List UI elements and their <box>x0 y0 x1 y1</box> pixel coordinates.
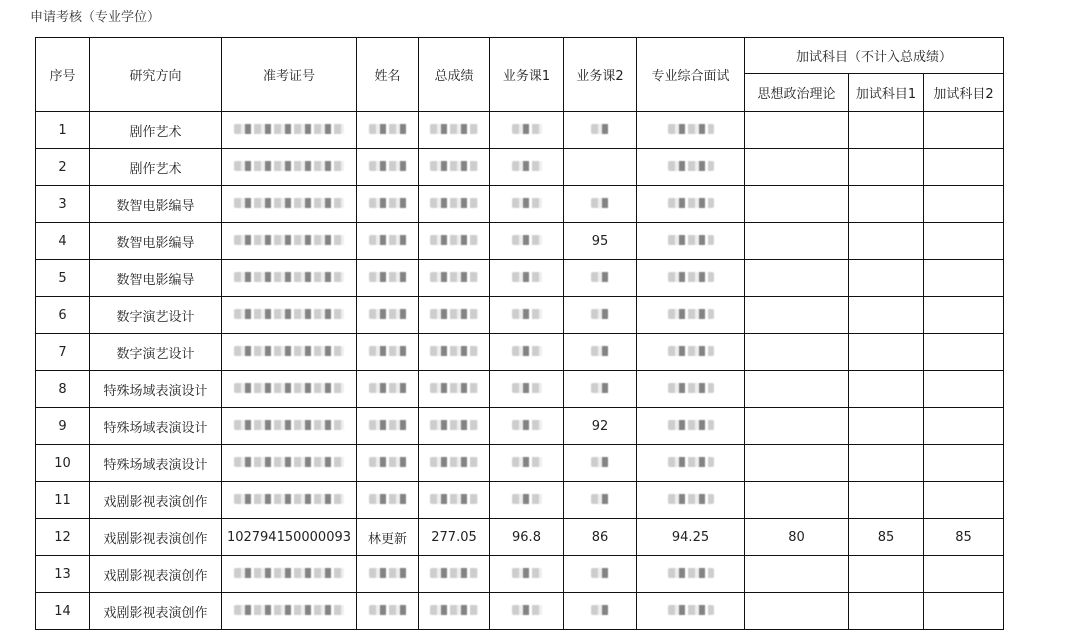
cell-name <box>357 519 419 556</box>
cell-total <box>419 186 490 223</box>
cell-politics <box>745 260 849 297</box>
cell-extra2 <box>924 334 1004 371</box>
cell-total <box>419 593 490 630</box>
header-name: 姓名 <box>357 38 419 112</box>
redacted-mask <box>591 198 609 208</box>
cell-politics <box>745 149 849 186</box>
cell-course1 <box>490 556 564 593</box>
cell-extra2 <box>924 112 1004 149</box>
cell-extra1 <box>849 260 924 297</box>
cell-extra1 <box>849 223 924 260</box>
cell-ticket <box>222 334 357 371</box>
redacted-mask <box>430 272 478 282</box>
redacted-mask <box>668 198 714 208</box>
redacted-mask <box>430 161 478 171</box>
cell-seq <box>36 186 90 223</box>
cell-course2 <box>564 112 637 149</box>
cell-direction-value: 戏剧影视表演创作 <box>103 494 208 510</box>
cell-politics <box>745 408 849 445</box>
redacted-mask <box>369 198 407 208</box>
cell-ticket <box>222 112 357 149</box>
cell-seq <box>36 260 90 297</box>
cell-course2 <box>564 482 637 519</box>
redacted-mask <box>668 272 714 282</box>
cell-politics <box>745 519 849 556</box>
redacted-mask <box>369 457 407 467</box>
cell-course1 <box>490 112 564 149</box>
cell-seq <box>36 334 90 371</box>
cell-extra1-value: 85 <box>877 529 895 545</box>
cell-seq-value: 4 <box>58 233 67 249</box>
header-extra1: 加试科目1 <box>849 74 924 112</box>
cell-direction <box>90 408 222 445</box>
redacted-mask <box>430 494 478 504</box>
redacted-mask <box>369 605 407 615</box>
cell-interview <box>637 593 745 630</box>
redacted-mask <box>234 457 344 467</box>
redacted-mask <box>369 235 407 245</box>
redacted-mask <box>668 124 714 134</box>
redacted-mask <box>369 161 407 171</box>
cell-direction <box>90 482 222 519</box>
redacted-mask <box>591 494 609 504</box>
cell-course2 <box>564 593 637 630</box>
cell-name <box>357 112 419 149</box>
redacted-mask <box>234 494 344 504</box>
redacted-mask <box>668 309 714 319</box>
redacted-mask <box>369 309 407 319</box>
cell-seq-value: 11 <box>54 492 71 508</box>
header-extra2: 加试科目2 <box>924 74 1004 112</box>
cell-direction-value: 戏剧影视表演创作 <box>103 568 208 584</box>
cell-direction <box>90 297 222 334</box>
cell-extra1 <box>849 445 924 482</box>
redacted-mask <box>430 605 478 615</box>
cell-seq-value: 5 <box>58 270 67 286</box>
redacted-mask <box>234 235 344 245</box>
cell-interview <box>637 260 745 297</box>
cell-seq-value: 8 <box>58 381 67 397</box>
cell-course1 <box>490 371 564 408</box>
redacted-mask <box>591 383 609 393</box>
cell-total <box>419 482 490 519</box>
cell-direction <box>90 186 222 223</box>
redacted-mask <box>369 568 407 578</box>
table-row <box>36 149 1004 186</box>
cell-extra2 <box>924 260 1004 297</box>
redacted-mask <box>591 309 609 319</box>
cell-politics <box>745 445 849 482</box>
redacted-mask <box>591 568 609 578</box>
cell-name <box>357 593 419 630</box>
cell-extra1 <box>849 149 924 186</box>
cell-course2 <box>564 149 637 186</box>
cell-seq <box>36 556 90 593</box>
cell-extra2 <box>924 223 1004 260</box>
cell-seq-value: 14 <box>54 603 71 619</box>
cell-name <box>357 260 419 297</box>
redacted-mask <box>668 383 714 393</box>
cell-course1 <box>490 445 564 482</box>
cell-total <box>419 149 490 186</box>
cell-extra2 <box>924 186 1004 223</box>
table-row <box>36 408 1004 445</box>
cell-course2 <box>564 371 637 408</box>
cell-ticket <box>222 482 357 519</box>
cell-interview-value: 94.25 <box>671 529 710 545</box>
redacted-mask <box>512 420 542 430</box>
table-row <box>36 371 1004 408</box>
cell-name-value: 林更新 <box>367 531 407 547</box>
cell-course2-value: 86 <box>591 529 609 545</box>
cell-seq <box>36 297 90 334</box>
cell-ticket-value: 102794150000093 <box>226 529 352 545</box>
redacted-mask <box>668 161 714 171</box>
table-row <box>36 556 1004 593</box>
cell-course1 <box>490 149 564 186</box>
redacted-mask <box>430 420 478 430</box>
cell-extra1 <box>849 297 924 334</box>
cell-course1 <box>490 297 564 334</box>
cell-ticket <box>222 260 357 297</box>
cell-ticket <box>222 371 357 408</box>
redacted-mask <box>512 457 542 467</box>
cell-direction <box>90 112 222 149</box>
cell-course2 <box>564 445 637 482</box>
cell-politics <box>745 223 849 260</box>
redacted-mask <box>668 457 714 467</box>
cell-extra1 <box>849 519 924 556</box>
cell-direction <box>90 223 222 260</box>
cell-name <box>357 371 419 408</box>
cell-name <box>357 408 419 445</box>
redacted-mask <box>512 494 542 504</box>
header-direction: 研究方向 <box>90 38 222 112</box>
redacted-mask <box>512 605 542 615</box>
cell-interview <box>637 445 745 482</box>
cell-extra2 <box>924 593 1004 630</box>
cell-total <box>419 371 490 408</box>
redacted-mask <box>512 383 542 393</box>
cell-extra1 <box>849 408 924 445</box>
cell-direction <box>90 260 222 297</box>
cell-total <box>419 297 490 334</box>
cell-interview <box>637 408 745 445</box>
redacted-mask <box>369 124 407 134</box>
table-row <box>36 112 1004 149</box>
cell-total <box>419 519 490 556</box>
cell-course1 <box>490 186 564 223</box>
cell-course2 <box>564 186 637 223</box>
header-course1: 业务课1 <box>490 38 564 112</box>
cell-interview <box>637 556 745 593</box>
table-row <box>36 186 1004 223</box>
cell-politics <box>745 186 849 223</box>
cell-seq <box>36 519 90 556</box>
cell-politics <box>745 593 849 630</box>
cell-politics <box>745 334 849 371</box>
cell-course1-value: 96.8 <box>512 529 541 545</box>
cell-course1 <box>490 593 564 630</box>
cell-extra2 <box>924 519 1004 556</box>
redacted-mask <box>668 568 714 578</box>
header-politics: 思想政治理论 <box>745 74 849 112</box>
cell-course1 <box>490 223 564 260</box>
cell-course2 <box>564 260 637 297</box>
redacted-mask <box>591 272 609 282</box>
cell-name <box>357 334 419 371</box>
cell-ticket <box>222 149 357 186</box>
redacted-mask <box>512 346 542 356</box>
cell-name <box>357 445 419 482</box>
redacted-mask <box>668 346 714 356</box>
cell-ticket <box>222 297 357 334</box>
cell-direction <box>90 149 222 186</box>
cell-name <box>357 297 419 334</box>
redacted-mask <box>369 420 407 430</box>
cell-seq-value: 2 <box>58 159 67 175</box>
cell-seq-value: 3 <box>58 196 67 212</box>
header-extra-group: 加试科目（不计入总成绩） <box>745 38 1004 74</box>
cell-extra2 <box>924 297 1004 334</box>
cell-extra2 <box>924 482 1004 519</box>
cell-extra2 <box>924 371 1004 408</box>
cell-seq <box>36 223 90 260</box>
redacted-mask <box>234 605 344 615</box>
cell-seq-value: 9 <box>58 418 67 434</box>
cell-direction-value: 数字演艺设计 <box>116 309 195 325</box>
cell-direction-value: 戏剧影视表演创作 <box>103 605 208 621</box>
redacted-mask <box>430 198 478 208</box>
redacted-mask <box>430 124 478 134</box>
cell-ticket <box>222 408 357 445</box>
redacted-mask <box>591 457 609 467</box>
cell-politics <box>745 112 849 149</box>
table-row <box>36 445 1004 482</box>
table-row <box>36 593 1004 630</box>
cell-direction-value: 数智电影编导 <box>116 272 195 288</box>
cell-direction <box>90 593 222 630</box>
redacted-mask <box>234 383 344 393</box>
cell-extra1 <box>849 371 924 408</box>
cell-ticket <box>222 519 357 556</box>
redacted-mask <box>430 309 478 319</box>
header-ticket: 准考证号 <box>222 38 357 112</box>
redacted-mask <box>512 568 542 578</box>
header-interview: 专业综合面试 <box>637 38 745 112</box>
cell-extra1 <box>849 556 924 593</box>
cell-direction <box>90 445 222 482</box>
table-row <box>36 223 1004 260</box>
redacted-mask <box>234 272 344 282</box>
cell-seq <box>36 149 90 186</box>
page-title: 申请考核（专业学位） <box>30 10 161 25</box>
cell-direction <box>90 334 222 371</box>
cell-course1 <box>490 519 564 556</box>
cell-direction-value: 戏剧影视表演创作 <box>103 531 208 547</box>
cell-seq <box>36 408 90 445</box>
cell-seq-value: 10 <box>54 455 71 471</box>
redacted-mask <box>234 309 344 319</box>
cell-course2 <box>564 223 637 260</box>
cell-total <box>419 556 490 593</box>
cell-politics <box>745 371 849 408</box>
redacted-mask <box>512 124 542 134</box>
cell-direction-value: 特殊场域表演设计 <box>103 420 208 436</box>
cell-direction <box>90 519 222 556</box>
cell-ticket <box>222 445 357 482</box>
cell-name <box>357 186 419 223</box>
redacted-mask <box>234 161 344 171</box>
cell-extra2 <box>924 556 1004 593</box>
cell-direction <box>90 371 222 408</box>
redacted-mask <box>430 568 478 578</box>
cell-extra1 <box>849 482 924 519</box>
cell-course2 <box>564 334 637 371</box>
cell-name <box>357 149 419 186</box>
cell-interview <box>637 297 745 334</box>
cell-total <box>419 223 490 260</box>
redacted-mask <box>369 383 407 393</box>
cell-course2-value: 92 <box>591 418 609 434</box>
redacted-mask <box>369 494 407 504</box>
cell-extra1 <box>849 112 924 149</box>
cell-total <box>419 445 490 482</box>
cell-direction-value: 数智电影编导 <box>116 198 195 214</box>
redacted-mask <box>512 235 542 245</box>
cell-seq-value: 1 <box>58 122 67 138</box>
header-seq: 序号 <box>36 38 90 112</box>
cell-seq-value: 7 <box>58 344 67 360</box>
cell-total <box>419 334 490 371</box>
cell-direction-value: 剧作艺术 <box>129 124 182 140</box>
cell-direction-value: 数智电影编导 <box>116 235 195 251</box>
cell-politics-value: 80 <box>788 529 805 545</box>
cell-seq <box>36 593 90 630</box>
table-row <box>36 519 1004 556</box>
cell-course1 <box>490 334 564 371</box>
cell-interview <box>637 371 745 408</box>
redacted-mask <box>430 346 478 356</box>
cell-direction-value: 特殊场域表演设计 <box>103 383 208 399</box>
cell-course2 <box>564 519 637 556</box>
cell-extra2-value: 85 <box>955 529 972 545</box>
redacted-mask <box>512 161 542 171</box>
cell-seq-value: 13 <box>54 566 71 582</box>
cell-extra1 <box>849 334 924 371</box>
cell-name <box>357 482 419 519</box>
scores-table <box>35 37 1004 630</box>
cell-seq <box>36 371 90 408</box>
header-total: 总成绩 <box>419 38 490 112</box>
redacted-mask <box>234 568 344 578</box>
cell-name <box>357 223 419 260</box>
cell-interview <box>637 112 745 149</box>
cell-extra1 <box>849 186 924 223</box>
cell-direction-value: 剧作艺术 <box>129 161 182 177</box>
cell-extra2 <box>924 445 1004 482</box>
cell-total <box>419 408 490 445</box>
cell-direction-value: 特殊场域表演设计 <box>103 457 208 473</box>
cell-extra1 <box>849 593 924 630</box>
redacted-mask <box>668 235 714 245</box>
redacted-mask <box>234 124 344 134</box>
cell-ticket <box>222 223 357 260</box>
redacted-mask <box>430 235 478 245</box>
table-row <box>36 297 1004 334</box>
redacted-mask <box>234 346 344 356</box>
redacted-mask <box>668 494 714 504</box>
cell-extra2 <box>924 408 1004 445</box>
header-course2: 业务课2 <box>564 38 637 112</box>
redacted-mask <box>430 457 478 467</box>
cell-total-value: 277.05 <box>431 529 477 545</box>
cell-ticket <box>222 593 357 630</box>
redacted-mask <box>512 198 542 208</box>
cell-extra2 <box>924 149 1004 186</box>
cell-total <box>419 260 490 297</box>
cell-seq <box>36 112 90 149</box>
cell-direction <box>90 556 222 593</box>
cell-direction-value: 数字演艺设计 <box>116 346 195 362</box>
redacted-mask <box>668 605 714 615</box>
cell-course1 <box>490 408 564 445</box>
cell-politics <box>745 482 849 519</box>
cell-interview <box>637 519 745 556</box>
cell-course2 <box>564 556 637 593</box>
cell-total <box>419 112 490 149</box>
cell-course2-value: 95 <box>591 233 609 249</box>
cell-seq-value: 12 <box>54 529 71 545</box>
cell-interview <box>637 223 745 260</box>
table-row <box>36 334 1004 371</box>
cell-course1 <box>490 482 564 519</box>
redacted-mask <box>234 420 344 430</box>
cell-politics <box>745 297 849 334</box>
redacted-mask <box>369 346 407 356</box>
redacted-mask <box>369 272 407 282</box>
cell-seq <box>36 482 90 519</box>
cell-interview <box>637 482 745 519</box>
cell-course1 <box>490 260 564 297</box>
cell-name <box>357 556 419 593</box>
table-row <box>36 260 1004 297</box>
cell-course2 <box>564 297 637 334</box>
cell-interview <box>637 186 745 223</box>
redacted-mask <box>591 346 609 356</box>
cell-politics <box>745 556 849 593</box>
redacted-mask <box>234 198 344 208</box>
redacted-mask <box>591 605 609 615</box>
redacted-mask <box>430 383 478 393</box>
cell-seq <box>36 445 90 482</box>
redacted-mask <box>512 309 542 319</box>
redacted-mask <box>668 420 714 430</box>
cell-interview <box>637 334 745 371</box>
cell-course2 <box>564 408 637 445</box>
redacted-mask <box>512 272 542 282</box>
cell-seq-value: 6 <box>58 307 67 323</box>
cell-ticket <box>222 556 357 593</box>
cell-interview <box>637 149 745 186</box>
table-row <box>36 482 1004 519</box>
redacted-mask <box>591 124 609 134</box>
cell-ticket <box>222 186 357 223</box>
